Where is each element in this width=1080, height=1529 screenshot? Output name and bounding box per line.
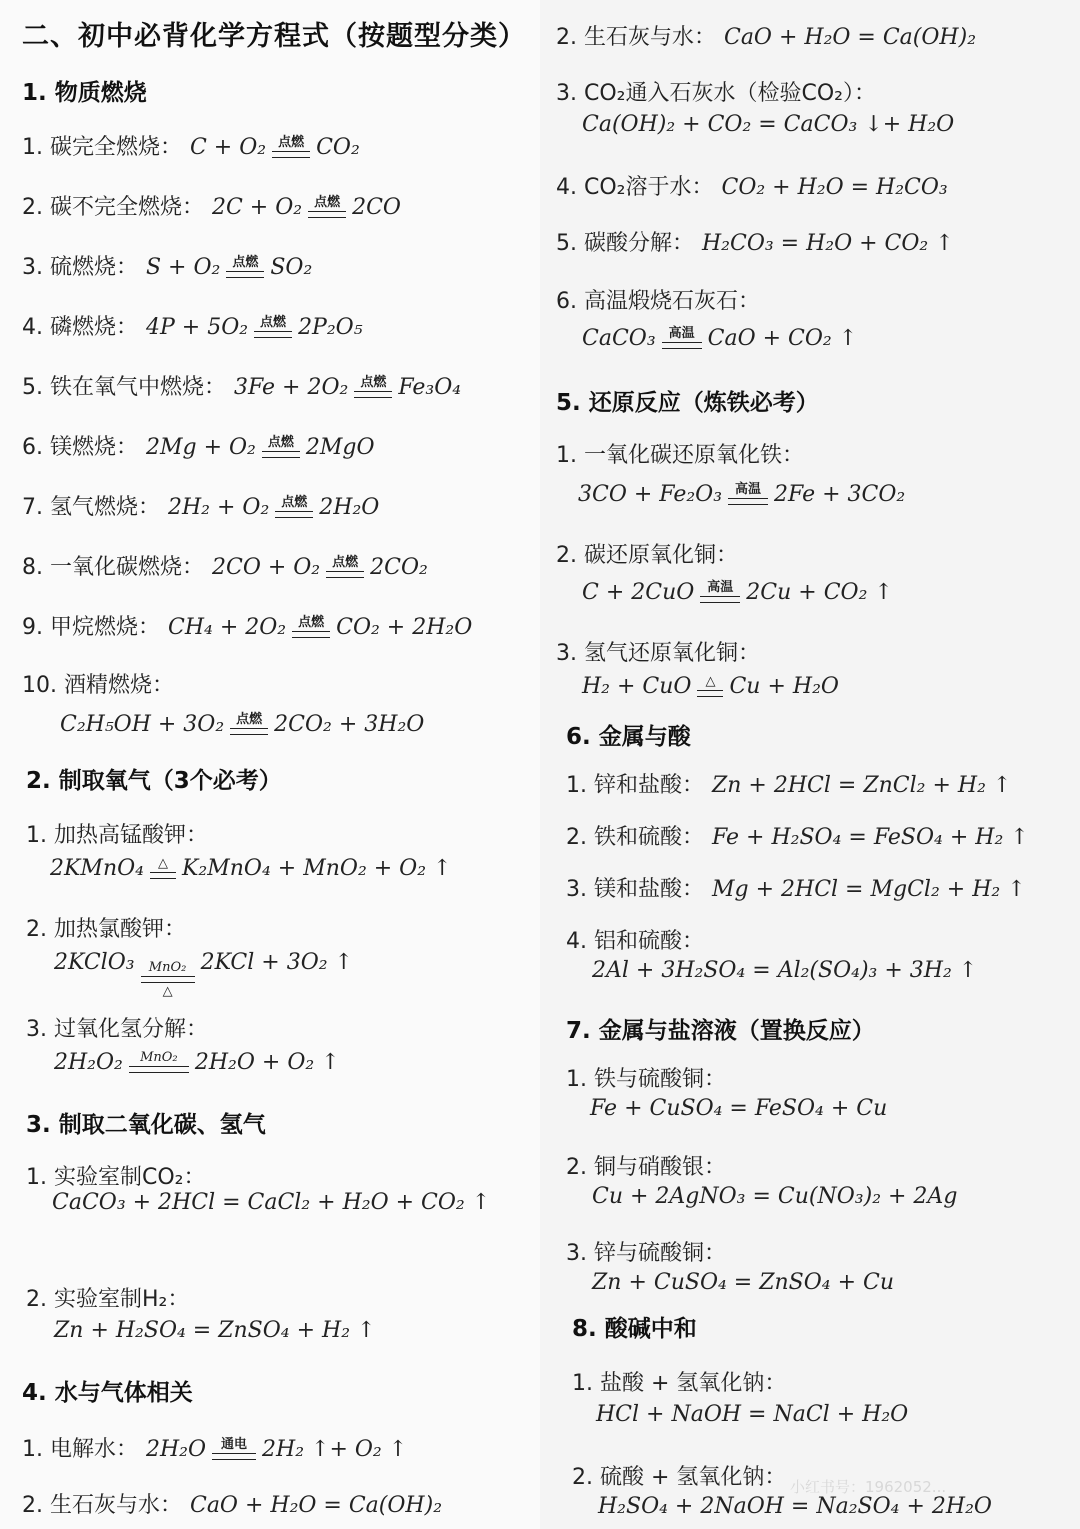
reaction-label: 4. 铝和硫酸：: [566, 929, 704, 954]
equation: [60, 712, 424, 737]
equation: Mg + 2HCl = MgCl₂ + H₂ ↑: [711, 877, 1026, 902]
reaction-row: [22, 490, 379, 521]
reaction-row: [556, 170, 948, 201]
condition-label-below: △: [162, 984, 173, 999]
reaction-row: [22, 130, 360, 161]
equation: [146, 435, 375, 460]
equation-lhs: 2H₂ + O₂: [167, 495, 270, 520]
equation-lhs: CH₄ + 2O₂: [167, 615, 287, 640]
reaction-condition: [272, 136, 310, 158]
condition-label: △: [157, 856, 168, 871]
section-heading-metal-acid: 6. 金属与酸: [566, 724, 691, 750]
section-heading-oxygen: 2. 制取氧气（3个必考）: [26, 768, 282, 794]
reaction-condition: [662, 327, 702, 349]
reaction-label: 4. 磷燃烧：: [22, 315, 138, 340]
reaction-label: 6. 高温煅烧石灰石：: [556, 289, 760, 314]
equation: [578, 482, 905, 507]
reaction-condition: [150, 857, 176, 879]
condition-label: 高温: [735, 482, 762, 497]
equation: [168, 615, 472, 640]
reaction-label: 2. 加热氯酸钾：: [26, 917, 186, 942]
reaction-condition: [129, 1051, 189, 1073]
page-title: 二、初中必背化学方程式（按题型分类）: [22, 21, 526, 52]
equation-rhs: 2KCl + 3O₂ ↑: [200, 950, 353, 975]
equation-lhs: 2Mg + O₂: [145, 435, 256, 460]
reaction-condition: [308, 196, 346, 218]
section-heading-water: 4. 水与气体相关: [22, 1380, 193, 1406]
equation-rhs: CO₂ + 2H₂O: [336, 615, 473, 640]
equals-bar: [226, 271, 264, 278]
reaction-label: 3. CO₂通入石灰水（检验CO₂）：: [556, 81, 876, 106]
reaction-condition: [230, 713, 268, 735]
equals-bar: [697, 690, 723, 697]
equation: Zn + CuSO₄ = ZnSO₄ + Cu: [592, 1270, 895, 1295]
condition-label: 点燃: [278, 135, 305, 150]
condition-label: 通电: [221, 1437, 248, 1452]
reaction-condition: [254, 316, 292, 338]
reaction-label: 2. 铁和硫酸：: [566, 825, 704, 850]
equation-rhs: 2H₂O + O₂ ↑: [194, 1050, 340, 1075]
reaction-condition: [275, 496, 313, 518]
equals-bar: [662, 342, 702, 349]
equation: CaO + H₂O = Ca(OH)₂: [723, 25, 977, 50]
equation: H₂CO₃ = H₂O + CO₂ ↑: [701, 231, 954, 256]
equation: [212, 195, 401, 220]
condition-label: 点燃: [260, 315, 287, 330]
reaction-row: [556, 226, 954, 257]
reaction-label: 3. 氢气还原氧化铜：: [556, 641, 760, 666]
equation: Fe + CuSO₄ = FeSO₄ + Cu: [590, 1096, 888, 1121]
equation-lhs: 2H₂O: [145, 1437, 207, 1462]
equation-lhs: C₂H₅OH + 3O₂: [60, 712, 225, 737]
condition-label: 高温: [707, 580, 734, 595]
reaction-label: 8. 一氧化碳燃烧：: [22, 555, 204, 580]
equation: [54, 950, 353, 998]
condition-label: MnO₂: [140, 1050, 178, 1065]
reaction-label: 1. 锌和盐酸：: [566, 773, 704, 798]
equation: [146, 315, 363, 340]
reaction-row: [22, 1432, 407, 1463]
section-heading-neutralization: 8. 酸碱中和: [572, 1316, 697, 1342]
equation: 2Al + 3H₂SO₄ = Al₂(SO₄)₃ + 3H₂ ↑: [592, 958, 978, 983]
equation-lhs: 2C + O₂: [211, 195, 303, 220]
reaction-condition: [226, 256, 264, 278]
equals-bar: [212, 1453, 256, 1460]
reaction-condition: [354, 376, 392, 398]
equation-lhs: 4P + 5O₂: [145, 315, 249, 340]
equals-bar: [272, 151, 310, 158]
equation-rhs: 2Cu + CO₂ ↑: [746, 580, 893, 605]
equation-rhs: 2CO: [352, 195, 401, 220]
condition-label: MnO₂: [148, 960, 187, 975]
reaction-label: 1. 铁与硫酸铜：: [566, 1067, 726, 1092]
equals-bar: [262, 451, 300, 458]
section-heading-reduction: 5. 还原反应（炼铁必考）: [556, 390, 819, 416]
equals-bar: [254, 331, 292, 338]
reaction-label: 2. 硫酸 + 氢氧化钠：: [572, 1465, 787, 1490]
equation-rhs: CO₂: [316, 135, 360, 160]
equation: [54, 1050, 340, 1075]
reaction-row: [22, 310, 363, 341]
equation: [168, 495, 379, 520]
equals-bar: [129, 1066, 189, 1073]
section-heading-combustion: 1. 物质燃烧: [22, 80, 147, 106]
equals-bar: [230, 728, 268, 735]
equation-rhs: 2CO₂ + 3H₂O: [274, 712, 425, 737]
equation-lhs: 2KMnO₄: [50, 856, 144, 881]
equation-rhs: 2Fe + 3CO₂: [774, 482, 906, 507]
reaction-label: 5. 铁在氧气中燃烧：: [22, 375, 226, 400]
reaction-condition: [697, 675, 723, 697]
condition-label: 点燃: [360, 375, 387, 390]
section-heading-metal-salt: 7. 金属与盐溶液（置换反应）: [566, 1018, 875, 1044]
equation-lhs: 2CO + O₂: [211, 555, 321, 580]
reaction-label: 2. 碳还原氧化铜：: [556, 543, 738, 568]
reaction-row: [22, 1488, 442, 1519]
equation-rhs: SO₂: [270, 255, 313, 280]
equation: HCl + NaOH = NaCl + H₂O: [596, 1402, 909, 1427]
reaction-row: [22, 190, 401, 221]
equation: Fe + H₂SO₄ = FeSO₄ + H₂ ↑: [711, 825, 1029, 850]
equation-rhs: Fe₃O₄: [398, 375, 462, 400]
equation: [146, 1437, 407, 1462]
reaction-condition: [262, 436, 300, 458]
equation-lhs: C + O₂: [189, 135, 267, 160]
equation: [146, 255, 312, 280]
condition-label: 点燃: [232, 255, 259, 270]
equation-rhs: 2H₂O: [319, 495, 380, 520]
equation-rhs: 2CO₂: [370, 555, 428, 580]
reaction-label: 2. 生石灰与水：: [556, 25, 716, 50]
reaction-row: [566, 872, 1026, 903]
equation-rhs: K₂MnO₄ + MnO₂ + O₂ ↑: [181, 856, 452, 881]
section-heading-co2-h2: 3. 制取二氧化碳、氢气: [26, 1112, 266, 1138]
reaction-row: [556, 20, 976, 51]
equals-bar: [275, 511, 313, 518]
condition-label: 点燃: [332, 555, 359, 570]
equals-bar: [326, 571, 364, 578]
equals-bar: [150, 872, 176, 879]
reaction-label: 1. 碳完全燃烧：: [22, 135, 182, 160]
equation: Zn + H₂SO₄ = ZnSO₄ + H₂ ↑: [54, 1318, 376, 1343]
equation: CO₂ + H₂O = H₂CO₃: [721, 175, 948, 200]
reaction-label: 3. 过氧化氢分解：: [26, 1017, 208, 1042]
equation-lhs: C + 2CuO: [582, 580, 695, 605]
reaction-label: 1. 加热高锰酸钾：: [26, 823, 208, 848]
equation-lhs: 2KClO₃: [54, 950, 135, 975]
reaction-row: [22, 430, 375, 461]
reaction-label: 1. 一氧化碳还原氧化铁：: [556, 443, 804, 468]
reaction-row: [22, 550, 428, 581]
reaction-label: 2. 碳不完全燃烧：: [22, 195, 204, 220]
reaction-condition: [700, 581, 740, 603]
reaction-label: 2. 实验室制H₂：: [26, 1287, 190, 1312]
equals-bar: [728, 498, 768, 505]
equation: H₂SO₄ + 2NaOH = Na₂SO₄ + 2H₂O: [598, 1494, 992, 1519]
equation: CaO + H₂O = Ca(OH)₂: [189, 1493, 443, 1518]
equals-bar: [292, 631, 330, 638]
watermark: 小红书号：1962052...: [790, 1478, 947, 1496]
equation: [582, 326, 857, 351]
reaction-label: 6. 镁燃烧：: [22, 435, 138, 460]
condition-label: 点燃: [298, 615, 325, 630]
reaction-row: [22, 370, 461, 401]
condition-label: 高温: [668, 326, 695, 341]
condition-label: 点燃: [281, 495, 308, 510]
equation-lhs: 3Fe + 2O₂: [233, 375, 349, 400]
reaction-row: [566, 820, 1029, 851]
reaction-row: [22, 250, 312, 281]
equation: [190, 135, 360, 160]
equation-lhs: 3CO + Fe₂O₃: [578, 482, 723, 507]
equation-lhs: S + O₂: [145, 255, 221, 280]
equation: CaCO₃ + 2HCl = CaCl₂ + H₂O + CO₂ ↑: [52, 1190, 491, 1215]
equals-bar: [308, 211, 346, 218]
equation: [234, 375, 461, 400]
equation-rhs: Cu + H₂O: [729, 674, 839, 699]
condition-label: 点燃: [314, 195, 341, 210]
reaction-row: [566, 768, 1011, 799]
equation: Cu + 2AgNO₃ = Cu(NO₃)₂ + 2Ag: [592, 1184, 958, 1209]
reaction-label: 4. CO₂溶于水：: [556, 175, 714, 200]
equation: [50, 856, 451, 881]
reaction-label: 1. 盐酸 + 氢氧化钠：: [572, 1371, 787, 1396]
equation-rhs: 2MgO: [305, 435, 375, 460]
reaction-label: 3. 锌与硫酸铜：: [566, 1241, 726, 1266]
reaction-label: 10. 酒精燃烧：: [22, 673, 174, 698]
equals-bar: [141, 976, 195, 983]
reaction-label: 1. 实验室制CO₂：: [26, 1165, 206, 1190]
reaction-label: 7. 氢气燃烧：: [22, 495, 160, 520]
condition-label: △: [705, 674, 716, 689]
equation-rhs: 2P₂O₅: [298, 315, 363, 340]
reaction-condition: [728, 483, 768, 505]
reaction-row: [22, 610, 472, 641]
reaction-label: 9. 甲烷燃烧：: [22, 615, 160, 640]
equation: Ca(OH)₂ + CO₂ = CaCO₃ ↓+ H₂O: [582, 112, 955, 137]
equation-rhs: 2H₂ ↑+ O₂ ↑: [262, 1437, 408, 1462]
equation-lhs: 2H₂O₂: [54, 1050, 123, 1075]
equals-bar: [700, 596, 740, 603]
reaction-label: 2. 生石灰与水：: [22, 1493, 182, 1518]
reaction-condition: [292, 616, 330, 638]
equals-bar: [354, 391, 392, 398]
reaction-label: 5. 碳酸分解：: [556, 231, 694, 256]
equation-lhs: H₂ + CuO: [582, 674, 692, 699]
reaction-label: 3. 硫燃烧：: [22, 255, 138, 280]
reaction-label: 3. 镁和盐酸：: [566, 877, 704, 902]
condition-label: 点燃: [267, 435, 294, 450]
reaction-label: 2. 铜与硝酸银：: [566, 1155, 726, 1180]
reaction-condition: [141, 961, 195, 998]
reaction-condition: [326, 556, 364, 578]
equation: [582, 674, 839, 699]
condition-label: 点燃: [236, 712, 263, 727]
equation: Zn + 2HCl = ZnCl₂ + H₂ ↑: [711, 773, 1012, 798]
equation-lhs: CaCO₃: [582, 326, 656, 351]
equation-rhs: CaO + CO₂ ↑: [707, 326, 858, 351]
reaction-label: 1. 电解水：: [22, 1437, 138, 1462]
reaction-condition: [212, 1438, 256, 1460]
equation: [212, 555, 428, 580]
equation: [582, 580, 893, 605]
